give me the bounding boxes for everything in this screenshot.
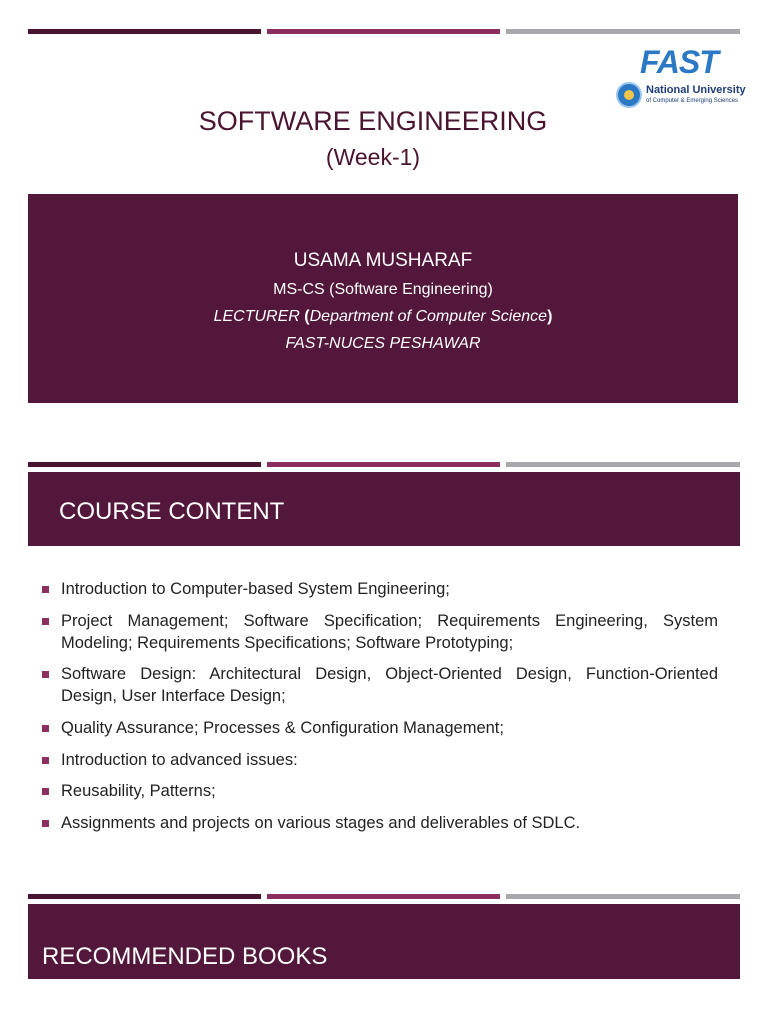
author-campus: FAST-NUCES PESHAWAR: [285, 335, 481, 352]
books-divider-bars: [28, 894, 740, 899]
fast-logo: [612, 46, 747, 112]
university-subtitle: of Computer & Emerging Sciences: [646, 98, 739, 104]
author-role-open-paren: (: [304, 308, 310, 325]
list-item: [40, 780, 718, 802]
list-item-text: Quality Assurance; Processes & Configuration Management;: [61, 719, 504, 738]
author-panel: [28, 194, 738, 403]
course-divider-bars: [28, 462, 740, 467]
author-name: USAMA MUSHARAF: [293, 250, 473, 271]
square-bullet-icon: [42, 618, 49, 625]
divider-bar-grey: [506, 29, 740, 34]
divider-bar-accent: [267, 462, 500, 467]
divider-bar-dark: [28, 462, 261, 467]
divider-bar-dark: [28, 29, 261, 34]
square-bullet-icon: [42, 820, 49, 827]
square-bullet-icon: [42, 671, 49, 678]
list-item: [40, 663, 718, 707]
recommended-books-header: [28, 904, 740, 979]
square-bullet-icon: [42, 586, 49, 593]
course-content-header: [28, 472, 740, 546]
divider-bar-accent: [267, 29, 500, 34]
divider-bar-dark: [28, 894, 261, 899]
list-item-text: Reusability, Patterns;: [61, 782, 216, 801]
list-item: [40, 610, 718, 654]
list-item-text: Software Design: Architectural Design, Object-Oriented Design, Function-Oriented Design, User Interface Design;: [61, 665, 718, 706]
recommended-books-heading: RECOMMENDED BOOKS: [42, 943, 328, 970]
list-item-text: Introduction to Computer-based System Engineering;: [61, 580, 450, 598]
author-role-title: LECTURER: [213, 308, 305, 325]
square-bullet-icon: [42, 757, 49, 764]
top-divider-bars: [28, 29, 740, 34]
author-department: Department of Computer Science: [309, 308, 548, 325]
square-bullet-icon: [42, 788, 49, 795]
divider-bar-grey: [506, 894, 740, 899]
divider-bar-grey: [506, 462, 740, 467]
list-item-text: Introduction to advanced issues:: [61, 750, 298, 769]
list-item-text: Project Management; Software Specification; Requirements Engineering, System Modeling; Requirements Specifications; Software Prototyping;: [61, 611, 718, 652]
square-bullet-icon: [42, 725, 49, 732]
list-item-text: Assignments and projects on various stages and deliverables of SDLC.: [61, 814, 581, 833]
page-title: SOFTWARE ENGINEERING: [198, 106, 548, 136]
list-item: [40, 578, 718, 600]
course-content-list: [40, 578, 718, 844]
author-role: [28, 308, 738, 326]
university-name: National University: [646, 84, 746, 96]
page-subtitle: (Week-1): [325, 144, 421, 170]
fast-wordmark: FAST: [640, 44, 718, 80]
list-item: [40, 812, 718, 834]
author-degree: MS-CS (Software Engineering): [273, 281, 493, 298]
course-content-heading: COURSE CONTENT: [59, 498, 285, 525]
divider-bar-accent: [267, 894, 500, 899]
list-item: [40, 749, 718, 771]
author-role-close-paren: ): [547, 308, 553, 325]
list-item: [40, 717, 718, 739]
